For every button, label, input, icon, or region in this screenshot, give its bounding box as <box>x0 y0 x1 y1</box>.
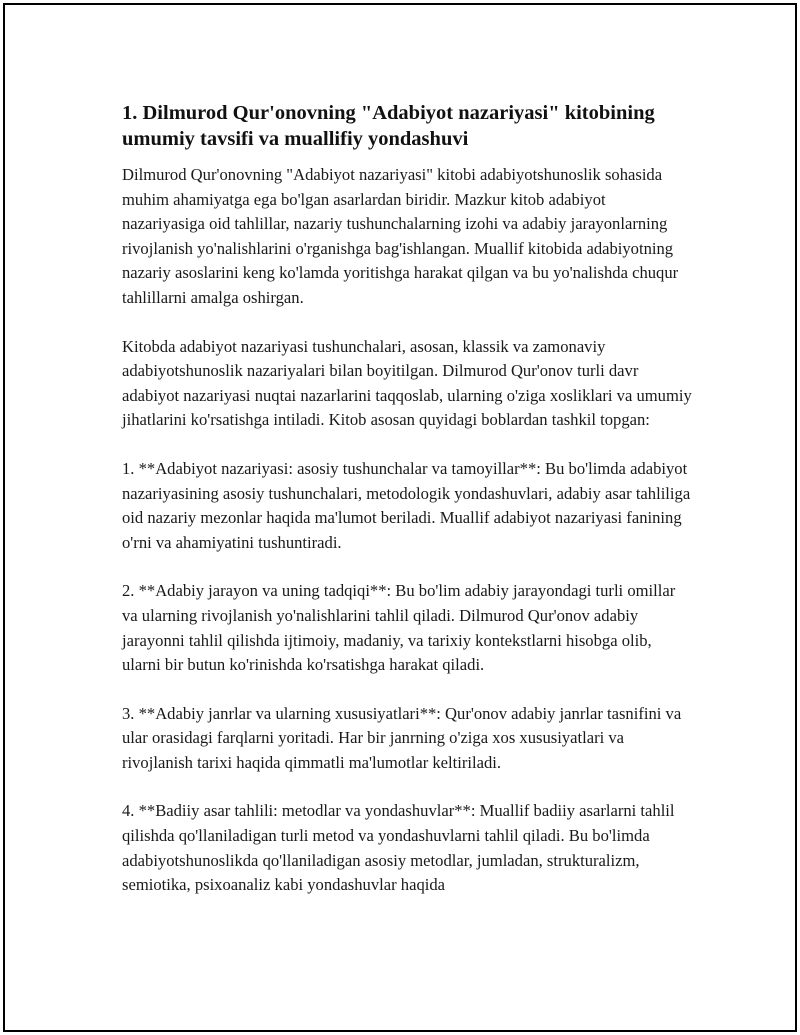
section-heading: 1. Dilmurod Qur'onovning "Adabiyot nazariyasi" kitobining umumiy tavsifi va muallifiy yondashuvi <box>122 102 655 150</box>
list-item-chapter-2: 2. **Adabiy jarayon va uning tadqiqi**: Bu bo'lim adabiy jarayondagi turli omillar va ularning rivojlanish yo'nalishlarini tahlil qiladi. Dilmurod Qur'onov adabiy jarayonni tahlil qilishda ijtimoiy, madaniy, va tarixiy kontekstlarni hisobga olib, ularni bir butun ko'rinishda ko'rsatishga harakat qiladi. <box>122 581 676 675</box>
paragraph-overview: Kitobda adabiyot nazariyasi tushunchalari, asosan, klassik va zamonaviy adabiyotshunoslik nazariyalari bilan boyitilgan. Dilmurod Qur'onov turli davr adabiyot nazariyasi nuqtai nazarlarini taqqoslab, ularning o'ziga xosliklari va umumiy jihatlarini ko'rsatishga intiladi. Kitob asosan quyidagi boblardan tashkil topgan: <box>122 336 692 430</box>
list-item-chapter-3: 3. **Adabiy janrlar va ularning xususiyatlari**: Qur'onov adabiy janrlar tasnifini va ular orasidagi farqlarni yoritadi. Har bir janrning o'ziga xos xususiyatlari va rivojlanish tarixi haqida qimmatli ma'lumotlar keltiriladi. <box>122 703 682 772</box>
document-body <box>122 100 692 922</box>
list-item-chapter-4: 4. **Badiiy asar tahlili: metodlar va yondashuvlar**: Muallif badiiy asarlarni tahlil qilishda qo'llaniladigan turli metod va yondashuvlarni tahlil qiladi. Bu bo'limda adabiyotshunoslikda qo'llaniladigan asosiy metodlar, jumladan, strukturalizm, semiotika, psixoanaliz kabi yondashuvlar haqida <box>122 801 675 895</box>
list-item-chapter-1: 1. **Adabiyot nazariyasi: asosiy tushunchalar va tamoyillar**: Bu bo'limda adabiyot nazariyasining asosiy tushunchalari, metodologik yondashuvlari, adabiy asar tahliliga oid nazariy mezonlar haqida ma'lumot beriladi. Muallif adabiyot nazariyasi fanining o'rni va ahamiyatini tushuntiradi. <box>122 458 691 552</box>
paragraph-intro: Dilmurod Qur'onovning "Adabiyot nazariyasi" kitobi adabiyotshunoslik sohasida muhim ahamiyatga ega bo'lgan asarlardan biridir. Mazkur kitob adabiyot nazariyasiga oid tahlillar, nazariy tushunchalarning izohi va adabiy jarayonlarning rivojlanish yo'nalishlarini o'rganishga bag'ishlangan. Muallif kitobida adabiyotning nazariy asoslarini keng ko'lamda yoritishga harakat qilgan va bu yo'nalishda chuqur tahlillarni amalga oshirgan. <box>122 165 679 307</box>
page-frame <box>3 3 797 1032</box>
